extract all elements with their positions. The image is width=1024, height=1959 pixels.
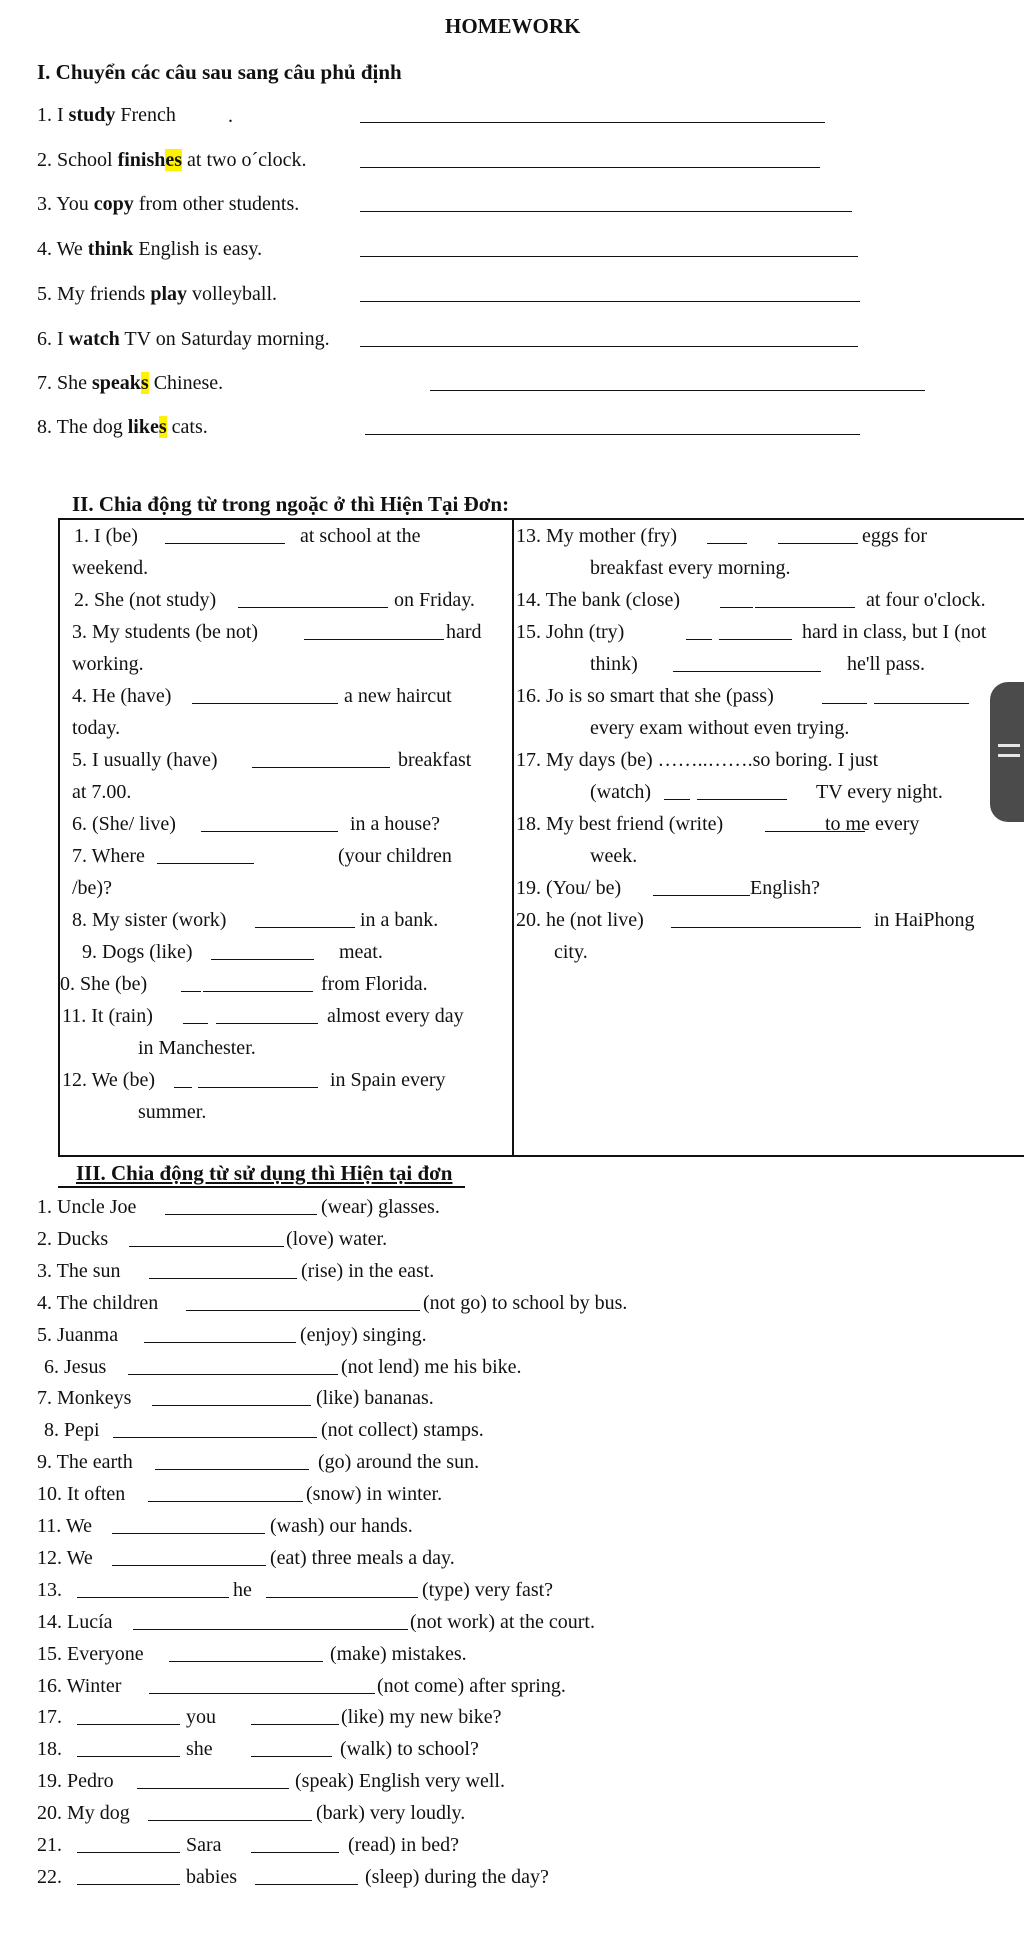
table-cell-text: eggs for bbox=[862, 525, 927, 547]
list-item-label: 22. bbox=[37, 1866, 62, 1888]
answer-blank[interactable] bbox=[149, 1693, 375, 1694]
list-item-label: 4. The children bbox=[37, 1292, 159, 1314]
list-item-subject: Sara bbox=[186, 1834, 222, 1856]
list-item-verb: (make) mistakes. bbox=[330, 1643, 467, 1665]
list-item-label: 1. Uncle Joe bbox=[37, 1196, 137, 1218]
list-item bbox=[37, 417, 208, 437]
list-item bbox=[37, 329, 330, 349]
answer-blank[interactable] bbox=[169, 1661, 323, 1662]
answer-blank[interactable] bbox=[252, 767, 390, 768]
answer-blank[interactable] bbox=[77, 1884, 180, 1885]
list-item bbox=[37, 284, 277, 304]
item-rest: Chinese. bbox=[153, 372, 224, 394]
table-cell-text: in a bank. bbox=[360, 909, 439, 931]
list-item-subject: he bbox=[233, 1579, 252, 1601]
item-rest: at two o´clock. bbox=[187, 149, 307, 171]
table-cell-text: 0. She (be) bbox=[60, 973, 148, 995]
list-item-label: 13. bbox=[37, 1579, 62, 1601]
list-item-verb: (wash) our hands. bbox=[270, 1515, 413, 1537]
answer-blank[interactable] bbox=[77, 1724, 180, 1725]
table-cell-text: TV every night. bbox=[816, 781, 943, 803]
list-item-label: 3. The sun bbox=[37, 1260, 121, 1282]
answer-blank[interactable] bbox=[160, 863, 220, 864]
answer-blank[interactable] bbox=[211, 959, 314, 960]
table-bottom-border bbox=[58, 1155, 1024, 1157]
table-cell-text: 8. My sister (work) bbox=[72, 909, 227, 931]
answer-blank[interactable] bbox=[360, 167, 820, 168]
table-cell-text: from Florida. bbox=[321, 973, 428, 995]
answer-blank[interactable] bbox=[251, 1724, 339, 1725]
answer-blank[interactable] bbox=[112, 1565, 266, 1566]
item-number: 8. bbox=[37, 416, 52, 438]
list-item-label: 19. Pedro bbox=[37, 1770, 114, 1792]
table-cell-text: 20. he (not live) bbox=[516, 909, 644, 931]
table-cell-text: working. bbox=[72, 653, 144, 675]
item-verb: finish bbox=[117, 149, 166, 171]
table-cell-text: a new haircut bbox=[344, 685, 452, 707]
table-cell-text: almost every day bbox=[327, 1005, 464, 1027]
answer-blank[interactable] bbox=[77, 1756, 180, 1757]
list-item-label: 14. Lucía bbox=[37, 1611, 113, 1633]
table-cell-text: 18. My best friend (write) bbox=[516, 813, 724, 835]
list-item-label: 8. Pepi bbox=[44, 1419, 100, 1441]
item-verb: speak bbox=[92, 372, 141, 394]
table-top-border bbox=[58, 518, 1024, 520]
item-rest: TV on Saturday morning. bbox=[124, 328, 330, 350]
list-item-label: 11. We bbox=[37, 1515, 93, 1537]
list-item-label: 9. The earth bbox=[37, 1451, 133, 1473]
section2-heading: II. Chia động từ trong ngoặc ở thì Hiện Tại Đơn: bbox=[72, 492, 510, 516]
table-cell-text: in Spain every bbox=[330, 1069, 446, 1091]
item-verb: think bbox=[87, 238, 134, 260]
list-item-verb: (sleep) during the day? bbox=[365, 1866, 549, 1888]
answer-blank[interactable] bbox=[137, 1788, 289, 1789]
table-cell-text: in HaiPhong bbox=[874, 909, 975, 931]
table-cell-text: 13. My mother (fry) bbox=[516, 525, 678, 547]
answer-blank[interactable] bbox=[304, 639, 444, 640]
item-subject: School bbox=[57, 149, 113, 171]
list-item-subject: babies bbox=[186, 1866, 238, 1888]
list-item-label: 21. bbox=[37, 1834, 62, 1856]
answer-blank[interactable] bbox=[144, 1342, 296, 1343]
answer-blank[interactable] bbox=[686, 639, 712, 640]
table-cell-text: 6. (She/ live) bbox=[72, 813, 176, 835]
answer-blank[interactable] bbox=[360, 301, 860, 302]
table-cell-text: breakfast every morning. bbox=[590, 557, 791, 579]
list-item-label: 15. Everyone bbox=[37, 1643, 144, 1665]
list-item-verb: (bark) very loudly. bbox=[316, 1802, 466, 1824]
answer-blank[interactable] bbox=[238, 607, 388, 608]
answer-blank[interactable] bbox=[113, 1437, 317, 1438]
answer-blank[interactable] bbox=[719, 639, 792, 640]
answer-blank[interactable] bbox=[77, 1852, 180, 1853]
section1-heading: I. Chuyển các câu sau sang câu phủ định bbox=[37, 60, 402, 84]
table-cell-text: weekend. bbox=[72, 557, 149, 579]
table-cell-text: meat. bbox=[339, 941, 383, 963]
item-subject: My friends bbox=[57, 283, 146, 305]
item-rest: from other students. bbox=[138, 193, 300, 215]
answer-blank[interactable] bbox=[129, 1246, 284, 1247]
answer-blank[interactable] bbox=[765, 831, 865, 832]
table-cell-text: summer. bbox=[138, 1101, 207, 1123]
table-cell-text: in a house? bbox=[350, 813, 440, 835]
answer-blank[interactable] bbox=[181, 991, 201, 992]
answer-blank[interactable] bbox=[653, 895, 750, 896]
list-item-verb: (like) bananas. bbox=[316, 1387, 434, 1409]
table-left-border bbox=[58, 518, 60, 1156]
item-subject: You bbox=[56, 193, 89, 215]
list-item-label: 17. bbox=[37, 1706, 62, 1728]
table-cell-text: week. bbox=[590, 845, 638, 867]
answer-blank[interactable] bbox=[155, 1469, 309, 1470]
answer-blank[interactable] bbox=[430, 390, 925, 391]
answer-blank[interactable] bbox=[201, 831, 338, 832]
list-item-verb: (not go) to school by bus. bbox=[423, 1292, 628, 1314]
table-cell-text: hard in class, but I (not bbox=[802, 621, 987, 643]
table-cell-text: 12. We (be) bbox=[62, 1069, 155, 1091]
answer-blank[interactable] bbox=[720, 607, 753, 608]
list-item bbox=[37, 239, 262, 259]
table-cell-text: think) bbox=[590, 653, 638, 675]
list-item-verb: (like) my new bike? bbox=[341, 1706, 502, 1728]
item-verb-ending: es bbox=[165, 149, 183, 171]
table-cell-text: in Manchester. bbox=[138, 1037, 256, 1059]
section3-underline bbox=[58, 1186, 465, 1188]
answer-blank[interactable] bbox=[822, 703, 867, 704]
answer-blank[interactable] bbox=[216, 1023, 318, 1024]
list-item-verb: (enjoy) singing. bbox=[300, 1324, 427, 1346]
answer-blank[interactable] bbox=[198, 1087, 318, 1088]
table-cell-text: 16. Jo is so smart that she (pass) bbox=[516, 685, 774, 707]
answer-blank[interactable] bbox=[203, 991, 313, 992]
list-item-verb: (walk) to school? bbox=[340, 1738, 479, 1760]
table-cell-text: (your children bbox=[338, 845, 452, 867]
table-cell-text: 5. I usually (have) bbox=[72, 749, 218, 771]
table-cell-text: /be)? bbox=[72, 877, 112, 899]
list-item-label: 2. Ducks bbox=[37, 1228, 109, 1250]
item-verb-ending: s bbox=[158, 416, 167, 438]
list-item-label: 18. bbox=[37, 1738, 62, 1760]
list-item-verb: (read) in bed? bbox=[348, 1834, 460, 1856]
table-cell-text: 9. Dogs (like) bbox=[82, 941, 193, 963]
answer-blank[interactable] bbox=[664, 799, 690, 800]
answer-blank[interactable] bbox=[255, 1884, 358, 1885]
answer-blank[interactable] bbox=[165, 543, 285, 544]
table-cell-text: every exam without even trying. bbox=[590, 717, 850, 739]
table-cell-text: 1. I (be) bbox=[74, 525, 138, 547]
table-cell-text: today. bbox=[72, 717, 121, 739]
list-item-verb: (speak) English very well. bbox=[295, 1770, 505, 1792]
answer-blank[interactable] bbox=[874, 703, 969, 704]
item-subject: I bbox=[57, 328, 64, 350]
answer-blank[interactable] bbox=[360, 211, 852, 212]
item-subject: We bbox=[56, 238, 83, 260]
item-rest: cats. bbox=[171, 416, 208, 438]
list-item-label: 12. We bbox=[37, 1547, 93, 1569]
list-item-verb: (eat) three meals a day. bbox=[270, 1547, 455, 1569]
answer-blank[interactable] bbox=[192, 703, 338, 704]
answer-blank[interactable] bbox=[778, 543, 858, 544]
answer-blank[interactable] bbox=[165, 1214, 317, 1215]
item-rest: French bbox=[120, 104, 176, 126]
table-cell-text: English? bbox=[750, 877, 820, 899]
answer-blank[interactable] bbox=[360, 256, 858, 257]
list-item bbox=[37, 150, 306, 170]
table-cell-text: breakfast bbox=[398, 749, 472, 771]
answer-blank[interactable] bbox=[174, 1087, 192, 1088]
list-item-verb: (not come) after spring. bbox=[377, 1675, 566, 1697]
item-rest: volleyball. bbox=[192, 283, 277, 305]
page-title: HOMEWORK bbox=[445, 14, 581, 38]
list-item-label: 10. It often bbox=[37, 1483, 126, 1505]
answer-blank[interactable] bbox=[183, 1023, 208, 1024]
answer-blank[interactable] bbox=[128, 1374, 338, 1375]
table-cell-text: (watch) bbox=[590, 781, 652, 803]
list-item-verb: (type) very fast? bbox=[422, 1579, 554, 1601]
item-number: 5. bbox=[37, 283, 52, 305]
list-item-label: 20. My dog bbox=[37, 1802, 130, 1824]
answer-blank[interactable] bbox=[360, 122, 825, 123]
answer-blank[interactable] bbox=[152, 1405, 311, 1406]
item-number: 3. bbox=[37, 193, 52, 215]
item-verb: watch bbox=[68, 328, 120, 350]
table-cell-text: 3. My students (be not) bbox=[72, 621, 259, 643]
answer-blank[interactable] bbox=[149, 1278, 297, 1279]
table-cell-text: 2. She (not study) bbox=[74, 589, 217, 611]
list-item-subject: she bbox=[186, 1738, 213, 1760]
answer-blank[interactable] bbox=[266, 1597, 418, 1598]
item-verb-ending: s bbox=[140, 372, 149, 394]
table-cell-text: city. bbox=[554, 941, 588, 963]
item-number: 2. bbox=[37, 149, 52, 171]
answer-blank[interactable] bbox=[755, 607, 855, 608]
table-cell-text: 19. (You/ be) bbox=[516, 877, 622, 899]
list-item-subject: you bbox=[186, 1706, 216, 1728]
table-cell-text: he'll pass. bbox=[847, 653, 926, 675]
table-cell-text: at school at the bbox=[300, 525, 421, 547]
list-item bbox=[37, 373, 223, 393]
table-cell-text: 7. Where bbox=[72, 845, 145, 867]
item-verb: play bbox=[150, 283, 188, 305]
list-item bbox=[37, 105, 176, 125]
table-cell-text: 15. John (try) bbox=[516, 621, 625, 643]
answer-blank[interactable] bbox=[360, 346, 858, 347]
list-item bbox=[37, 194, 299, 214]
answer-blank[interactable] bbox=[251, 1852, 339, 1853]
item-subject: The dog bbox=[56, 416, 123, 438]
table-cell-text: 11. It (rain) bbox=[62, 1005, 153, 1027]
item-number: 6. bbox=[37, 328, 52, 350]
answer-blank[interactable] bbox=[255, 927, 355, 928]
answer-blank[interactable] bbox=[365, 434, 860, 435]
list-item-verb: (rise) in the east. bbox=[301, 1260, 435, 1282]
list-item-verb: (not lend) me his bike. bbox=[341, 1356, 522, 1378]
table-cell-text: at four o'clock. bbox=[866, 589, 986, 611]
list-item-label: 7. Monkeys bbox=[37, 1387, 132, 1409]
list-item-label: 5. Juanma bbox=[37, 1324, 119, 1346]
answer-blank[interactable] bbox=[707, 543, 747, 544]
stray-dot: . bbox=[228, 105, 233, 127]
table-cell-text: on Friday. bbox=[394, 589, 475, 611]
answer-blank[interactable] bbox=[112, 1533, 265, 1534]
item-verb: study bbox=[68, 104, 116, 126]
table-cell-text: hard bbox=[446, 621, 482, 643]
answer-blank[interactable] bbox=[671, 927, 861, 928]
table-mid-border bbox=[512, 518, 514, 1156]
answer-blank[interactable] bbox=[673, 671, 821, 672]
table-cell-text: to me every bbox=[825, 813, 920, 835]
item-rest: English is easy. bbox=[138, 238, 263, 260]
list-item-label: 16. Winter bbox=[37, 1675, 122, 1697]
list-item-verb: (not work) at the court. bbox=[410, 1611, 595, 1633]
item-subject: She bbox=[57, 372, 87, 394]
answer-blank[interactable] bbox=[77, 1597, 229, 1598]
answer-blank[interactable] bbox=[133, 1629, 408, 1630]
item-number: 7. bbox=[37, 372, 52, 394]
answer-blank[interactable] bbox=[148, 1820, 312, 1821]
answer-blank[interactable] bbox=[148, 1501, 303, 1502]
list-item-verb: (wear) glasses. bbox=[321, 1196, 440, 1218]
item-number: 4. bbox=[37, 238, 52, 260]
answer-blank[interactable] bbox=[251, 1756, 332, 1757]
item-subject: I bbox=[57, 104, 64, 126]
list-item-label: 6. Jesus bbox=[44, 1356, 107, 1378]
answer-blank[interactable] bbox=[186, 1310, 420, 1311]
table-cell-text: at 7.00. bbox=[72, 781, 132, 803]
item-verb: copy bbox=[93, 193, 134, 215]
item-number: 1. bbox=[37, 104, 52, 126]
item-verb: like bbox=[127, 416, 159, 438]
table-cell-text: 14. The bank (close) bbox=[516, 589, 681, 611]
scroll-handle[interactable] bbox=[990, 682, 1024, 822]
list-item-verb: (love) water. bbox=[286, 1228, 388, 1250]
table-cell-text: 17. My days (be) ……..…….so boring. I just bbox=[516, 749, 879, 771]
list-item-verb: (snow) in winter. bbox=[306, 1483, 443, 1505]
answer-blank[interactable] bbox=[697, 799, 787, 800]
list-item-verb: (not collect) stamps. bbox=[321, 1419, 484, 1441]
section3-heading: III. Chia động từ sử dụng thì Hiện tại đơn bbox=[76, 1161, 453, 1185]
table-cell-text: 4. He (have) bbox=[72, 685, 172, 707]
list-item-verb: (go) around the sun. bbox=[318, 1451, 480, 1473]
